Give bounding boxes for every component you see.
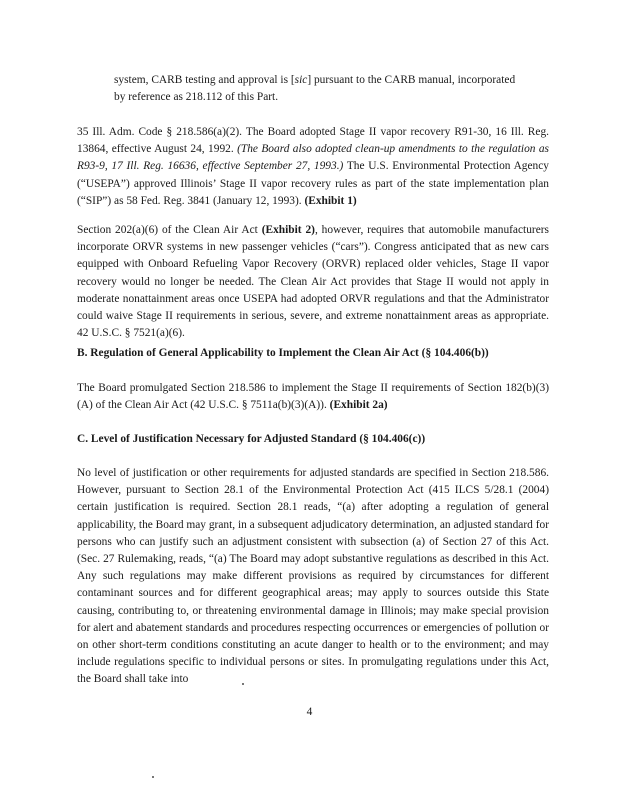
paragraph-text: , however, requires that automobile manufacturers incorporate ORVR systems in new passenger vehicles (“cars”). Congress anticipated that as new cars equipped with Onboard Refueling Vapor Recovery (ORVR) replaced older vehicles, Stage II vapor recovery would no longer be needed. The Clean Air Act provides that Stage II would not apply in moderate nonattainment areas once USEPA had adopted ORVR regulations and that the Administrator could waive Stage II requirements in serious, severe, and extreme nonattainment areas as appropriate. 42 U.S.C. § 7521(a)(6). — [77, 224, 549, 340]
section-heading-b: B. Regulation of General Applicability to Implement the Clean Air Act (§ 104.406(b)) — [77, 347, 489, 359]
scan-speck — [242, 683, 244, 685]
paragraph-section-218-586 — [77, 380, 549, 414]
paragraph-text: The U.S. Environmental Protection Agency (“USEPA”) approved Illinois’ Stage II vapor recovery rules as part of the state implementation plan (“SIP”) as 58 Fed. Reg. 3841 (January 12, 1993). — [77, 160, 549, 207]
page-number: 4 — [306, 706, 313, 718]
scan-speck — [152, 776, 154, 778]
section-heading-c: C. Level of Justification Necessary for Adjusted Standard (§ 104.406(c)) — [77, 433, 426, 445]
quoted-regulation-block — [114, 72, 524, 106]
paragraph-text: 35 Ill. Adm. Code § 218.586(a)(2). The Board adopted Stage II vapor recovery R91-30, 16 Ill. Reg. 13864, effective August 24, 1992. — [77, 126, 549, 156]
paragraph-text: Section 202(a)(6) of the Clean Air Act — [77, 224, 262, 236]
exhibit-reference: (Exhibit 2) — [261, 224, 315, 236]
quote-tail: ] pursuant to the CARB manual, incorporated by reference as 218.112 of this Part. — [114, 74, 516, 104]
sic-notation: sic — [294, 74, 308, 86]
paragraph-text: The Board promulgated Section 218.586 to implement the Stage II requirements of Section 182(b)(3)(A) of the Clean Air Act (42 U.S.C. § 7511a(b)(3)(A)). — [77, 382, 549, 412]
quote-paragraph — [114, 72, 524, 106]
exhibit-reference: (Exhibit 2a) — [329, 399, 388, 412]
italic-note: (The Board also adopted clean-up amendments to the regulation as R93-9, 17 Ill. Reg. 16636, effective September 27, 1993.) — [77, 143, 549, 173]
paragraph-clean-air-act-orvr — [77, 222, 549, 342]
quote-lead: system, CARB testing and approval is [ — [114, 74, 295, 86]
paragraph-stage-ii-adoption — [77, 124, 549, 210]
paragraph-text: No level of justification or other requirements for adjusted standards are specified in Section 218.586. However, pursuant to Section 28.1 of the Environmental Protection Act (415 ILCS 5/28.1 (2004) certain justification is required. Section 28.1 reads, “(a) after adopting a regulation of general applicability, the Board may grant, in a subsequent adjudicatory determination, an adjusted standard for persons who can justify such an adjustment consistent with subsection (a) of Section 27 of this Act. (Sec. 27 Rulemaking, reads, “(a) The Board may adopt substantive regulations as described in this Act. Any such regulations may make different provisions as required by circumstances for different contaminant sources and for different geographical areas; may apply to sources outside this State causing, contributing to, or threatening environmental damage in Illinois; may make special provision for alert and abatement standards and procedures respecting occurrences or emergencies of pollution or on other short-term conditions constituting an acute danger to health or to the environment; and may include regulations specific to individual persons or sites. In promulgating regulations under this Act, the Board shall take into — [77, 467, 549, 686]
exhibit-reference: (Exhibit 1) — [304, 194, 357, 207]
paragraph-level-of-justification — [77, 465, 549, 689]
